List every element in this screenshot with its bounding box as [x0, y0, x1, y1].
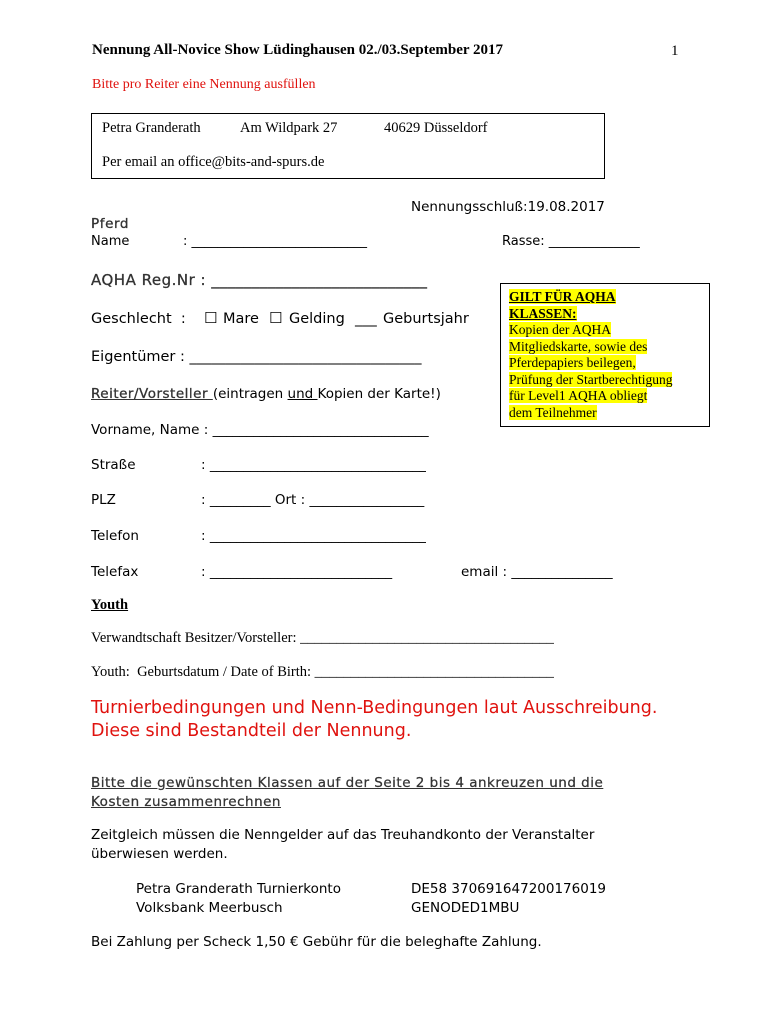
telefon-field[interactable]: : ________________________________ [201, 528, 426, 544]
gelding-label: Gelding [289, 311, 345, 327]
conditions-line-2: Diese sind Bestandteil der Nennung. [91, 721, 412, 741]
cheque-note: Bei Zahlung per Scheck 1,50 € Gebühr für die beleghafte Zahlung. [91, 934, 542, 950]
plz-label: PLZ [91, 492, 116, 508]
strasse-field[interactable]: : ________________________________ [201, 457, 426, 473]
note-line-6: Prüfung der Startberechtigung [509, 371, 673, 387]
plz-ort-field[interactable]: : _________ Ort : _________________ [201, 492, 425, 508]
note-line-3: Kopien der AQHA [509, 322, 611, 337]
aqha-reg-field[interactable]: AQHA Reg.Nr : ___________________________ [91, 271, 428, 289]
vorname-field[interactable]: Vorname, Name : ________________________________ [91, 422, 429, 438]
document-title: Nennung All-Novice Show Lüdinghausen 02./03.September 2017 [92, 42, 504, 58]
mare-checkbox[interactable]: ☐ [204, 309, 218, 327]
note-line-1: GILT FÜR AQHA [509, 289, 616, 304]
rider-heading-und: und [287, 386, 318, 402]
gelding-checkbox[interactable]: ☐ [269, 309, 283, 327]
telefax-label: Telefax [91, 564, 139, 580]
contact-email: Per email an office@bits-and-spurs.de [102, 154, 325, 170]
note-line-8: dem Teilnehmer [509, 404, 597, 420]
telefax-field[interactable]: : ___________________________ [201, 564, 393, 580]
deadline-text: Nennungsschluß:19.08.2017 [411, 199, 605, 215]
rider-heading-suffix-2: Kopien der Karte!) [317, 386, 441, 402]
classes-note-line-2: Kosten zusammenrechnen [91, 794, 281, 810]
classes-note-line-1: Bitte die gewünschten Klassen auf der Seite 2 bis 4 ankreuzen und die [91, 775, 604, 791]
telefon-label: Telefon [91, 528, 139, 544]
owner-field[interactable]: Eigentümer : ________________________________ [91, 349, 422, 365]
geburtsjahr-label: Geburtsjahr [383, 311, 469, 327]
horse-rasse-field[interactable]: Rasse: ______________ [502, 234, 640, 249]
youth-heading: Youth [91, 597, 129, 613]
horse-heading: Pferd [91, 216, 130, 232]
email-field[interactable]: email : _______________ [461, 564, 613, 580]
iban: DE58 370691647200176019 [411, 881, 606, 897]
contact-box [91, 113, 605, 179]
conditions-line-1: Turnierbedingungen und Nenn-Bedingungen laut Ausschreibung. [91, 698, 658, 718]
note-line-5: Pferdepapiers beilegen, [509, 355, 636, 370]
note-line-4: Mitgliedskarte, sowie des [509, 338, 648, 354]
bic: GENODED1MBU [411, 900, 520, 916]
payment-line-1: Zeitgleich müssen die Nenngelder auf das Treuhandkonto der Veranstalter [91, 827, 595, 843]
strasse-label: Straße [91, 457, 136, 473]
page-number: 1 [671, 43, 679, 59]
payment-line-2: überwiesen werden. [91, 846, 228, 862]
rider-heading: Reiter/Vorsteller [91, 386, 213, 402]
mare-label: Mare [223, 311, 259, 327]
account-holder: Petra Granderath Turnierkonto [136, 881, 341, 897]
contact-street: Am Wildpark 27 [240, 120, 338, 136]
youth-birth-field[interactable]: Youth: Geburtsdatum / Date of Birth: _________________________________ [91, 664, 554, 680]
geburtsjahr-field[interactable]: ___ [355, 311, 377, 327]
youth-relationship-field[interactable]: Verwandtschaft Besitzer/Vorsteller: ___________________________________ [91, 630, 554, 646]
aqha-note-box [500, 283, 710, 427]
horse-name-label: Name [91, 234, 130, 249]
horse-name-field[interactable]: : ___________________________ [183, 234, 368, 249]
rider-heading-row [91, 386, 441, 402]
rider-heading-suffix-1: (eintragen [212, 386, 288, 402]
geschlecht-label: Geschlecht : [91, 311, 186, 327]
contact-city: 40629 Düsseldorf [384, 120, 488, 136]
instruction-text: Bitte pro Reiter eine Nennung ausfüllen [92, 77, 316, 92]
note-line-7: für Level1 AQHA obliegt [509, 388, 648, 403]
note-line-2: KLASSEN: [509, 305, 577, 321]
bank-name: Volksbank Meerbusch [136, 900, 283, 916]
contact-name: Petra Granderath [102, 120, 201, 136]
